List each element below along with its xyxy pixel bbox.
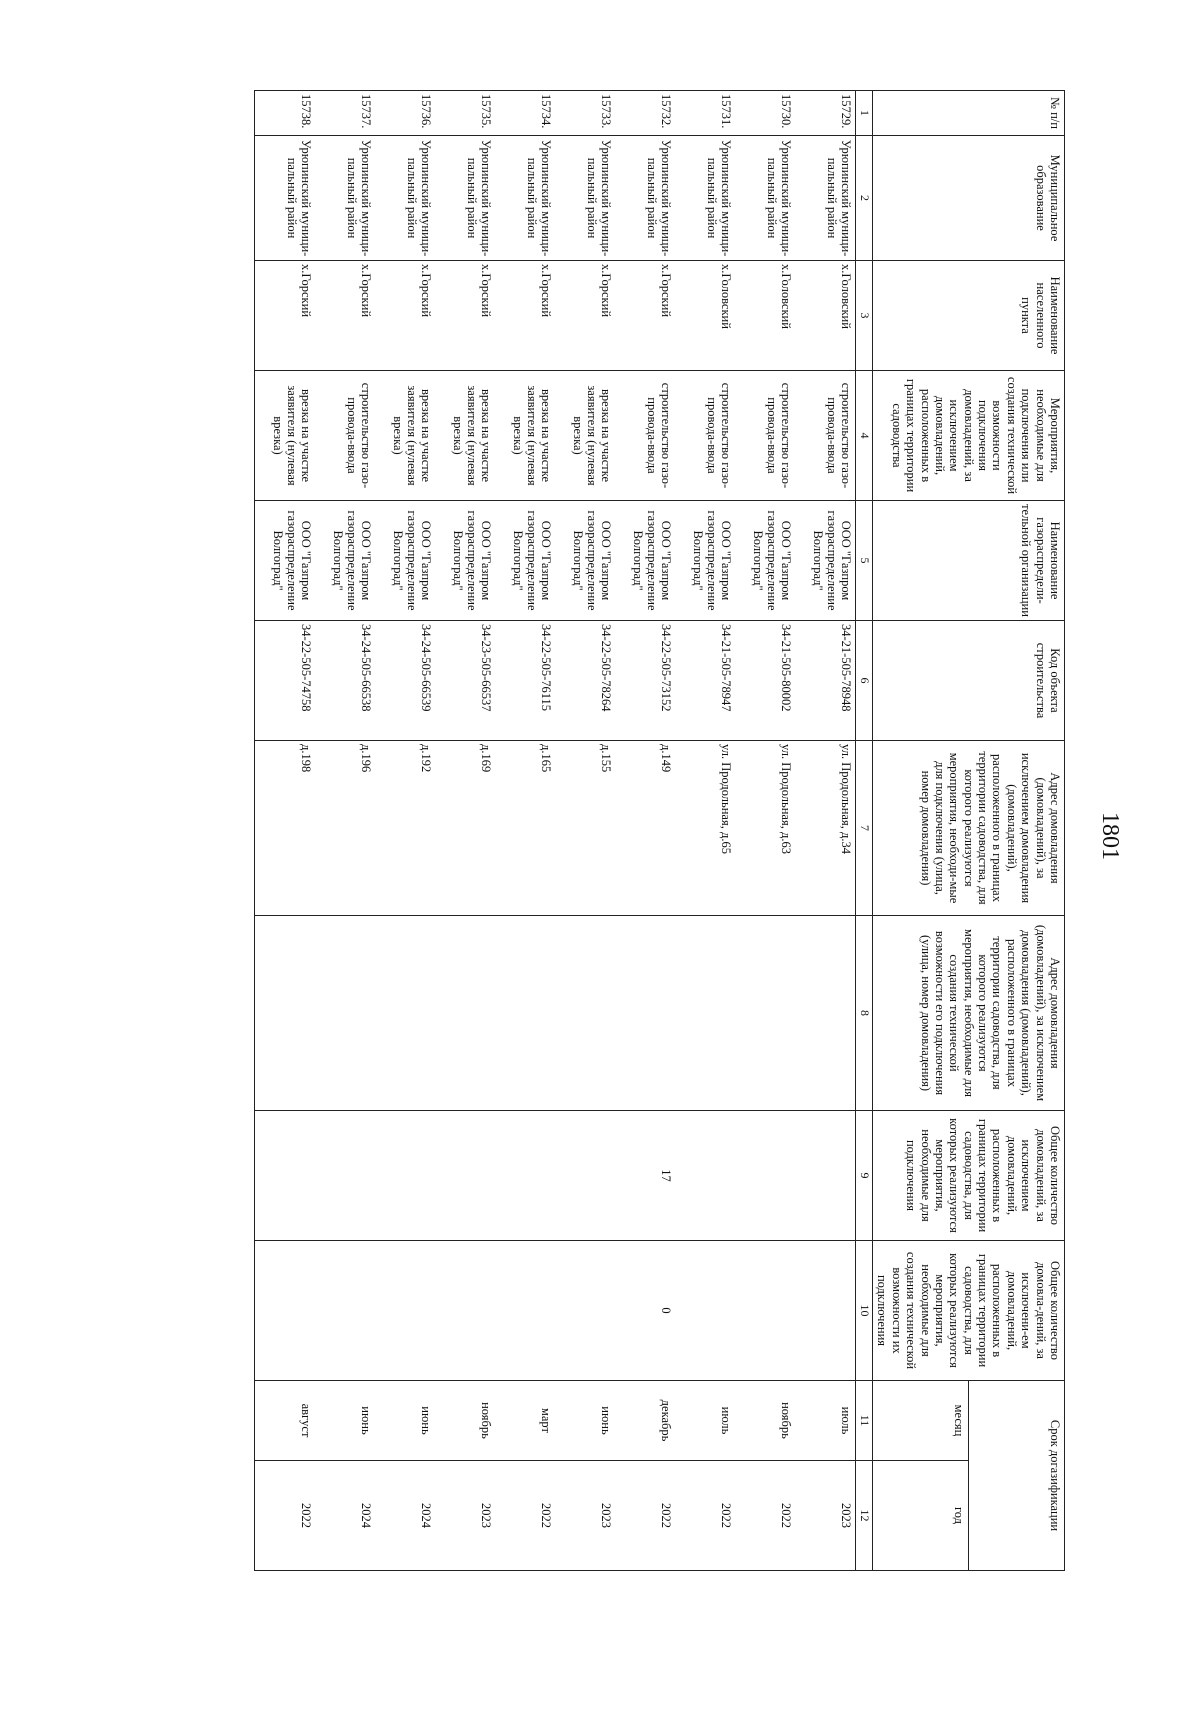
month-cell: декабрь [615, 1381, 675, 1461]
total-connection-cell [555, 1111, 615, 1241]
row-number: 15729. [795, 91, 856, 136]
header-address-connection: Адрес домовладения (домовладений), за исключением домовладения (домовладений), расположенного в границах территории садоводства, для которого реализуются мероприятия, необходи-мые для подключения (улица, номер домовладения) [873, 741, 1065, 916]
year-cell: 2023 [795, 1461, 856, 1571]
measure-cell: врезка на участке заявителя (нулевая врезка) [555, 371, 615, 501]
gas-org-cell: ООО "Газпром газораспределение Волгоград" [675, 501, 735, 621]
year-cell: 2022 [495, 1461, 555, 1571]
total-connection-cell [795, 1111, 856, 1241]
header-municipality: Муниципальное образование [873, 136, 1065, 261]
address-technical-cell [555, 916, 615, 1111]
settlement-cell: х.Горский [555, 261, 615, 371]
column-number: 10 [856, 1241, 873, 1381]
settlement-cell: х.Горский [375, 261, 435, 371]
object-code-cell: 34-24-505-66539 [375, 621, 435, 741]
total-connection-cell [435, 1111, 495, 1241]
month-cell: ноябрь [735, 1381, 795, 1461]
settlement-cell: х.Головский [795, 261, 856, 371]
settlement-cell: х.Горский [315, 261, 375, 371]
total-technical-cell [315, 1241, 375, 1381]
measure-cell: строительство газо-провода-ввода [795, 371, 856, 501]
settlement-cell: х.Горский [495, 261, 555, 371]
year-cell: 2022 [735, 1461, 795, 1571]
total-technical-cell [555, 1241, 615, 1381]
object-code-cell: 34-22-505-78264 [555, 621, 615, 741]
object-code-cell: 34-21-505-78947 [675, 621, 735, 741]
month-cell: март [495, 1381, 555, 1461]
total-connection-cell [735, 1111, 795, 1241]
measure-cell: строительство газо-провода-ввода [615, 371, 675, 501]
address-connection-cell: д.192 [375, 741, 435, 916]
header-year: год [873, 1461, 969, 1571]
row-number: 15738. [255, 91, 316, 136]
column-number: 5 [856, 501, 873, 621]
gasification-table [254, 90, 1065, 1571]
settlement-cell: х.Горский [435, 261, 495, 371]
column-number: 8 [856, 916, 873, 1111]
measure-cell: врезка на участке заявителя (нулевая врезка) [435, 371, 495, 501]
settlement-cell: х.Головский [675, 261, 735, 371]
gas-org-cell: ООО "Газпром газораспределение Волгоград" [315, 501, 375, 621]
measure-cell: строительство газо-провода-ввода [675, 371, 735, 501]
address-technical-cell [375, 916, 435, 1111]
column-number: 11 [856, 1381, 873, 1461]
address-connection-cell: д.155 [555, 741, 615, 916]
month-cell: июнь [315, 1381, 375, 1461]
header-num: № п/п [873, 91, 1065, 136]
total-connection-cell [375, 1111, 435, 1241]
column-number: 6 [856, 621, 873, 741]
total-technical-cell [795, 1241, 856, 1381]
column-number: 7 [856, 741, 873, 916]
month-cell: август [255, 1381, 316, 1461]
row-number: 15737. [315, 91, 375, 136]
object-code-cell: 34-22-505-76115 [495, 621, 555, 741]
table-row [435, 91, 495, 1571]
gas-org-cell: ООО "Газпром газораспределение Волгоград" [735, 501, 795, 621]
address-technical-cell [795, 916, 856, 1111]
address-connection-cell: д.196 [315, 741, 375, 916]
year-cell: 2022 [255, 1461, 316, 1571]
row-number: 15736. [375, 91, 435, 136]
address-technical-cell [615, 916, 675, 1111]
settlement-cell: х.Головский [735, 261, 795, 371]
total-connection-cell [495, 1111, 555, 1241]
table-row [315, 91, 375, 1571]
object-code-cell: 34-21-505-80002 [735, 621, 795, 741]
year-cell: 2024 [315, 1461, 375, 1571]
column-number: 12 [856, 1461, 873, 1571]
object-code-cell: 34-21-505-78948 [795, 621, 856, 741]
year-cell: 2023 [555, 1461, 615, 1571]
row-number: 15733. [555, 91, 615, 136]
table-row [675, 91, 735, 1571]
address-connection-cell: ул. Продольная, д.34 [795, 741, 856, 916]
address-technical-cell [735, 916, 795, 1111]
municipality-cell: Урюпинский муници-пальный район [375, 136, 435, 261]
month-cell: июль [675, 1381, 735, 1461]
measure-cell: врезка на участке заявителя (нулевая врезка) [375, 371, 435, 501]
measure-cell: врезка на участке заявителя (нулевая врезка) [495, 371, 555, 501]
header-total-technical: Общее количество домовла-дений, за исключени-ем домовладений, расположенных в границах территории садоводства, для которых реализуются мероприятия, необходимые для создания технической возможности их подключения [873, 1241, 1065, 1381]
gas-org-cell: ООО "Газпром газораспределение Волгоград" [375, 501, 435, 621]
measure-cell: строительство газо-провода-ввода [735, 371, 795, 501]
total-technical-cell [495, 1241, 555, 1381]
column-number: 4 [856, 371, 873, 501]
address-connection-cell: д.165 [495, 741, 555, 916]
column-number: 9 [856, 1111, 873, 1241]
gas-org-cell: ООО "Газпром газораспределение Волгоград" [615, 501, 675, 621]
table-row [735, 91, 795, 1571]
object-code-cell: 34-23-505-66537 [435, 621, 495, 741]
header-object-code: Код объекта строительства [873, 621, 1065, 741]
address-technical-cell [675, 916, 735, 1111]
municipality-cell: Урюпинский муници-пальный район [495, 136, 555, 261]
column-number: 1 [856, 91, 873, 136]
address-connection-cell: д.149 [615, 741, 675, 916]
row-number: 15730. [735, 91, 795, 136]
header-deadline: Срок догазификации [969, 1381, 1065, 1571]
header-measure: Мероприятия, необходимые для подключения или создания технической возможности подключения домовладений, за исключением домовладений, расположенных в границах территории садоводства [873, 371, 1065, 501]
header-total-connection: Общее количество домовладений, за исключением домовладений, расположенных в границах территории садоводства, для которых реализуются мероприятия, необходимые для подключения [873, 1111, 1065, 1241]
column-number: 2 [856, 136, 873, 261]
year-cell: 2022 [675, 1461, 735, 1571]
table-row [615, 91, 675, 1571]
column-number: 3 [856, 261, 873, 371]
gas-org-cell: ООО "Газпром газораспределение Волгоград" [495, 501, 555, 621]
address-connection-cell: ул. Продольная, д.65 [675, 741, 735, 916]
total-technical-cell: 0 [615, 1241, 675, 1381]
header-row [969, 91, 1065, 1571]
gas-org-cell: ООО "Газпром газораспределение Волгоград" [795, 501, 856, 621]
object-code-cell: 34-22-505-73152 [615, 621, 675, 741]
row-number: 15734. [495, 91, 555, 136]
year-cell: 2023 [435, 1461, 495, 1571]
table-row [555, 91, 615, 1571]
gas-org-cell: ООО "Газпром газораспределение Волгоград" [435, 501, 495, 621]
total-connection-cell [255, 1111, 316, 1241]
address-technical-cell [315, 916, 375, 1111]
measure-cell: строительство газо-провода-ввода [315, 371, 375, 501]
total-technical-cell [255, 1241, 316, 1381]
municipality-cell: Урюпинский муници-пальный район [615, 136, 675, 261]
table-row [795, 91, 856, 1571]
month-cell: июнь [555, 1381, 615, 1461]
total-connection-cell: 17 [615, 1111, 675, 1241]
table-row [495, 91, 555, 1571]
row-number: 15731. [675, 91, 735, 136]
total-technical-cell [435, 1241, 495, 1381]
municipality-cell: Урюпинский муници-пальный район [255, 136, 316, 261]
total-technical-cell [675, 1241, 735, 1381]
address-technical-cell [435, 916, 495, 1111]
total-connection-cell [675, 1111, 735, 1241]
municipality-cell: Урюпинский муници-пальный район [555, 136, 615, 261]
month-cell: ноябрь [435, 1381, 495, 1461]
header-settlement: Наименование населенного пункта [873, 261, 1065, 371]
address-connection-cell: д.198 [255, 741, 316, 916]
table-row [255, 91, 316, 1571]
gasification-table-container [165, 90, 1065, 1570]
column-number-row [856, 91, 873, 1571]
year-cell: 2022 [615, 1461, 675, 1571]
gas-org-cell: ООО "Газпром газораспределение Волгоград" [555, 501, 615, 621]
total-connection-cell [315, 1111, 375, 1241]
address-connection-cell: д.169 [435, 741, 495, 916]
month-cell: июль [795, 1381, 856, 1461]
object-code-cell: 34-22-505-74758 [255, 621, 316, 741]
header-address-technical: Адрес домовладения (домовладений), за исключением домовладения (домовладений), расположенного в границах территории садоводства, для которого реализуются мероприятия, необходимые для создания технической возможности его подключения (улица, номер домовладения) [873, 916, 1065, 1111]
row-number: 15732. [615, 91, 675, 136]
row-number: 15735. [435, 91, 495, 136]
municipality-cell: Урюпинский муници-пальный район [435, 136, 495, 261]
settlement-cell: х.Горский [255, 261, 316, 371]
gas-org-cell: ООО "Газпром газораспределение Волгоград" [255, 501, 316, 621]
total-technical-cell [375, 1241, 435, 1381]
address-technical-cell [255, 916, 316, 1111]
address-connection-cell: ул. Продольная, д.63 [735, 741, 795, 916]
address-technical-cell [495, 916, 555, 1111]
page-number: 1801 [1097, 812, 1123, 860]
year-cell: 2024 [375, 1461, 435, 1571]
month-cell: июнь [375, 1381, 435, 1461]
table-row [375, 91, 435, 1571]
total-technical-cell [735, 1241, 795, 1381]
municipality-cell: Урюпинский муници-пальный район [675, 136, 735, 261]
table-body [255, 91, 856, 1571]
header-gas-org: Наименование газораспредели-тельной организации [873, 501, 1065, 621]
header-month: месяц [873, 1381, 969, 1461]
municipality-cell: Урюпинский муници-пальный район [795, 136, 856, 261]
measure-cell: врезка на участке заявителя (нулевая врезка) [255, 371, 316, 501]
municipality-cell: Урюпинский муници-пальный район [735, 136, 795, 261]
municipality-cell: Урюпинский муници-пальный район [315, 136, 375, 261]
settlement-cell: х.Горский [615, 261, 675, 371]
object-code-cell: 34-24-505-66538 [315, 621, 375, 741]
